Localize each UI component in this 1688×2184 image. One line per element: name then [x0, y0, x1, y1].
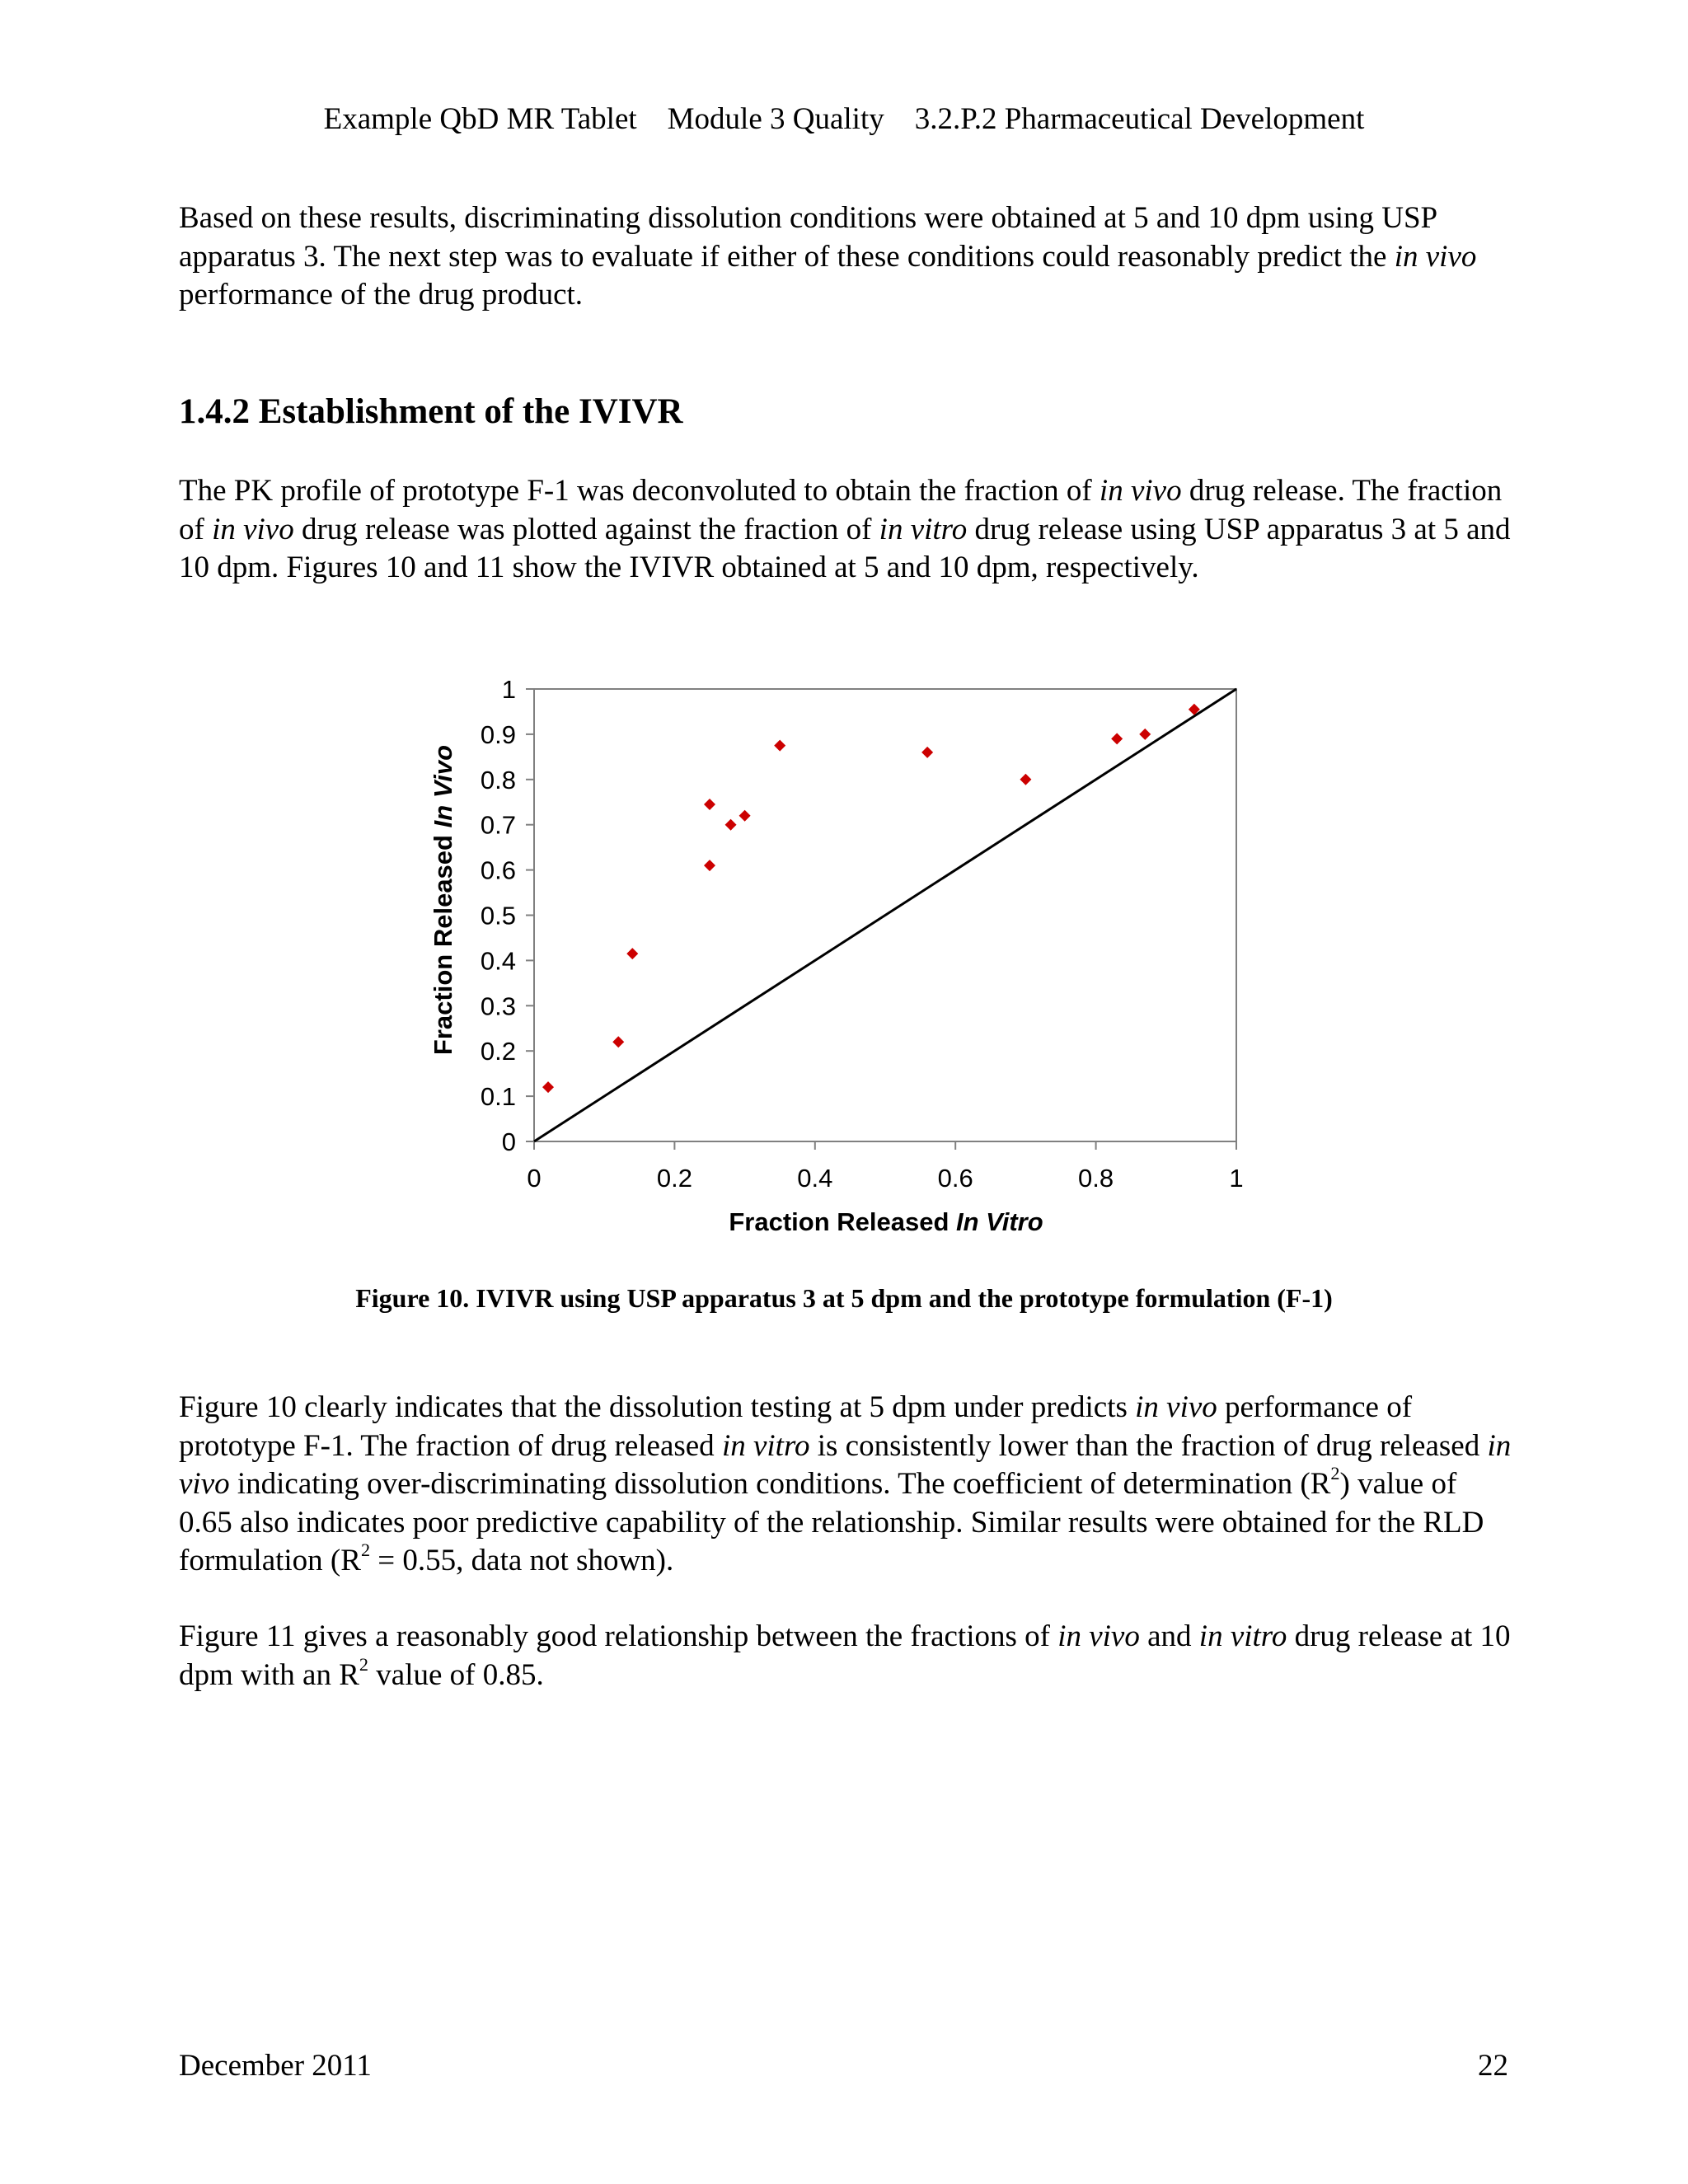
data-point [704, 799, 715, 810]
y-tick-label: 0.9 [480, 719, 516, 749]
x-tick-label: 0.6 [937, 1164, 973, 1193]
x-axis-label: Fraction Released In Vitro [729, 1207, 1043, 1236]
section-paragraph: The PK profile of prototype F-1 was deconvoluted to obtain the fraction of in vivo drug release. The fraction of in vivo drug release was plotted against the fraction of in vitro drug release using USP apparatus 3 at 5 and 10 dpm. Figures 10 and 11 show the IVIVR obtained at 5 and 10 dpm, respectively. [179, 474, 1511, 584]
data-point [725, 819, 737, 831]
figure-caption: Figure 10. IVIVR using USP apparatus 3 at 5 dpm and the prototype formulation (F-1) [355, 1283, 1333, 1313]
discussion-paragraph-1: Figure 10 clearly indicates that the dissolution testing at 5 dpm under predicts in vivo performance of prototype F-1. The fraction of drug released in vitro is consistently lower than the fraction of drug released in vivo indicating over-discriminating dissolution conditions. The coefficient of determination $(R^2)$ value of 0.65 also indicates poor predictive capability of the relationship. Similar results were obtained for the RLD formulation ($R^2 = 0.55$, data not shown). [179, 1390, 1512, 1577]
intro-paragraph: Based on these results, discriminating dissolution conditions were obtained at 5 and 10 dpm using USP apparatus 3. The next step was to evaluate if either of these conditions could reasonably predict the in vivo performance of the drug product. [179, 201, 1477, 312]
x-tick-label: 0.4 [797, 1164, 833, 1193]
y-tick-label: 0.3 [480, 991, 516, 1021]
y-tick-label: 1 [501, 675, 516, 704]
y-tick-label: 0.6 [480, 855, 516, 885]
x-tick-label: 0 [527, 1164, 542, 1193]
header-section: 3.2.P.2 Pharmaceutical Development [914, 102, 1365, 136]
section-heading: 1.4.2 Establishment of the IVIVR [179, 392, 683, 431]
y-tick-label: 0.1 [480, 1082, 516, 1112]
data-point [704, 860, 715, 871]
data-point [1020, 774, 1031, 785]
data-point [612, 1036, 624, 1047]
y-axis-label: Fraction Released In Vivo [429, 744, 457, 1056]
page-number: 22 [1478, 2049, 1508, 2083]
header-title: Example QbD MR Tablet [323, 102, 637, 136]
y-tick-label: 0.7 [480, 810, 516, 840]
data-point [739, 810, 751, 822]
unity-reference-line [534, 689, 1236, 1141]
data-point [542, 1081, 554, 1093]
discussion-paragraph-2: Figure 11 gives a reasonably good relationship between the fractions of in vivo and in vitro drug release at 10 dpm with an $R^2$ value of 0.85. [179, 1619, 1511, 1692]
x-tick-label: 1 [1229, 1164, 1244, 1193]
footer-date: December 2011 [179, 2049, 372, 2083]
y-tick-label: 0.5 [480, 901, 516, 930]
data-point [774, 740, 785, 752]
y-tick-label: 0.4 [480, 946, 516, 976]
data-point [1139, 729, 1151, 740]
data-point [1111, 733, 1123, 744]
data-point [626, 948, 638, 959]
x-tick-label: 0.2 [656, 1164, 692, 1193]
y-tick-label: 0.2 [480, 1037, 516, 1066]
y-tick-label: 0.8 [480, 765, 516, 794]
x-tick-label: 0.8 [1078, 1164, 1114, 1193]
header-module: Module 3 Quality [667, 102, 884, 136]
y-tick-label: 0 [501, 1127, 516, 1156]
data-point [921, 747, 933, 758]
